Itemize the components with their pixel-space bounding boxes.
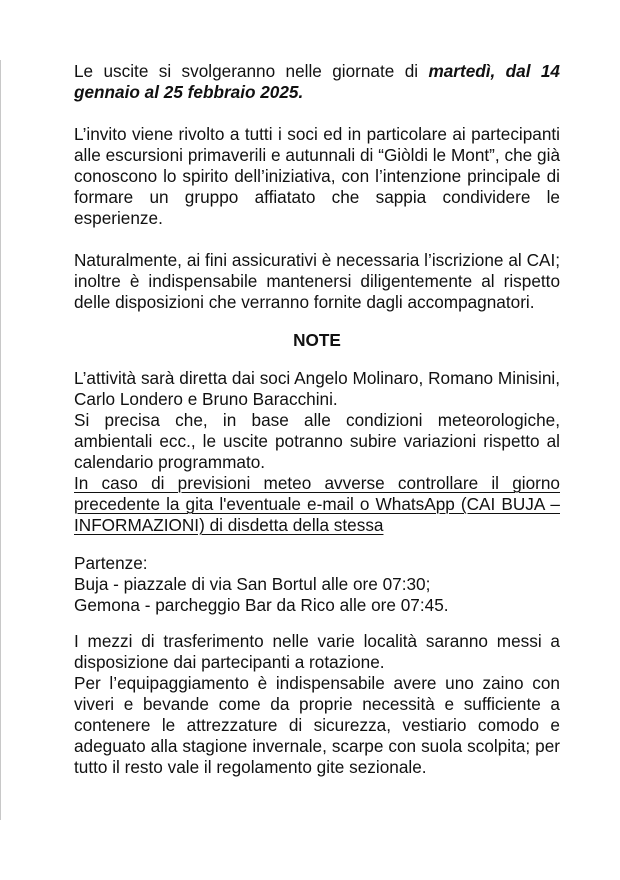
document-body [74, 61, 560, 778]
page-left-edge [0, 60, 1, 820]
intro-text: Le uscite si svolgeranno nelle giornate di [74, 61, 429, 81]
intro-paragraph [74, 61, 560, 103]
equipment-paragraph: Per l’equipaggiamento è indispensabile avere uno zaino con viveri e bevande come da proprie necessità e sufficiente a contenere le attrezzature di sicurezza, vestiario comodo e adeguato alla stagione invernale, scarpe con suola scolpita; per tutto il resto vale il regolamento gite sezionale. [74, 673, 560, 777]
intro-dates-highlight: martedì, dal 14 gennaio al 25 febbraio 2025. [74, 61, 560, 102]
departure-buja: Buja - piazzale di via San Bortul alle ore 07:30; [74, 574, 431, 594]
weather-paragraph: Si precisa che, in base alle condizioni meteorologiche, ambientali ecc., le uscite potranno subire variazioni rispetto al calendario programmato. [74, 410, 560, 472]
leaders-paragraph: L’attività sarà diretta dai soci Angelo Molinaro, Romano Minisini, Carlo Londero e Bruno Baracchini. [74, 368, 560, 409]
transport-paragraph: I mezzi di trasferimento nelle varie località saranno messi a disposizione dai partecipanti a rotazione. [74, 631, 560, 672]
departures-label: Partenze: [74, 553, 148, 573]
weather-warning-paragraph: In caso di previsioni meteo avverse controllare il giorno precedente la gita l'eventuale e-mail o WhatsApp (CAI BUJA – INFORMAZIONI) di disdetta della stessa [74, 473, 560, 535]
note-heading: NOTE [293, 330, 341, 350]
insurance-paragraph: Naturalmente, ai fini assicurativi è necessaria l’iscrizione al CAI; inoltre è indispensabile mantenersi diligentemente al rispetto delle disposizioni che verranno fornite dagli accompagnatori. [74, 250, 560, 312]
invitation-paragraph: L’invito viene rivolto a tutti i soci ed in particolare ai partecipanti alle escursioni primaverili e autunnali di “Giòldi le Mont”, che già conoscono lo spirito dell’iniziativa, con l’intenzione principale di formare un gruppo affiatato che sappia condividere le esperienze. [74, 124, 560, 228]
departure-gemona: Gemona - parcheggio Bar da Rico alle ore 07:45. [74, 595, 449, 615]
